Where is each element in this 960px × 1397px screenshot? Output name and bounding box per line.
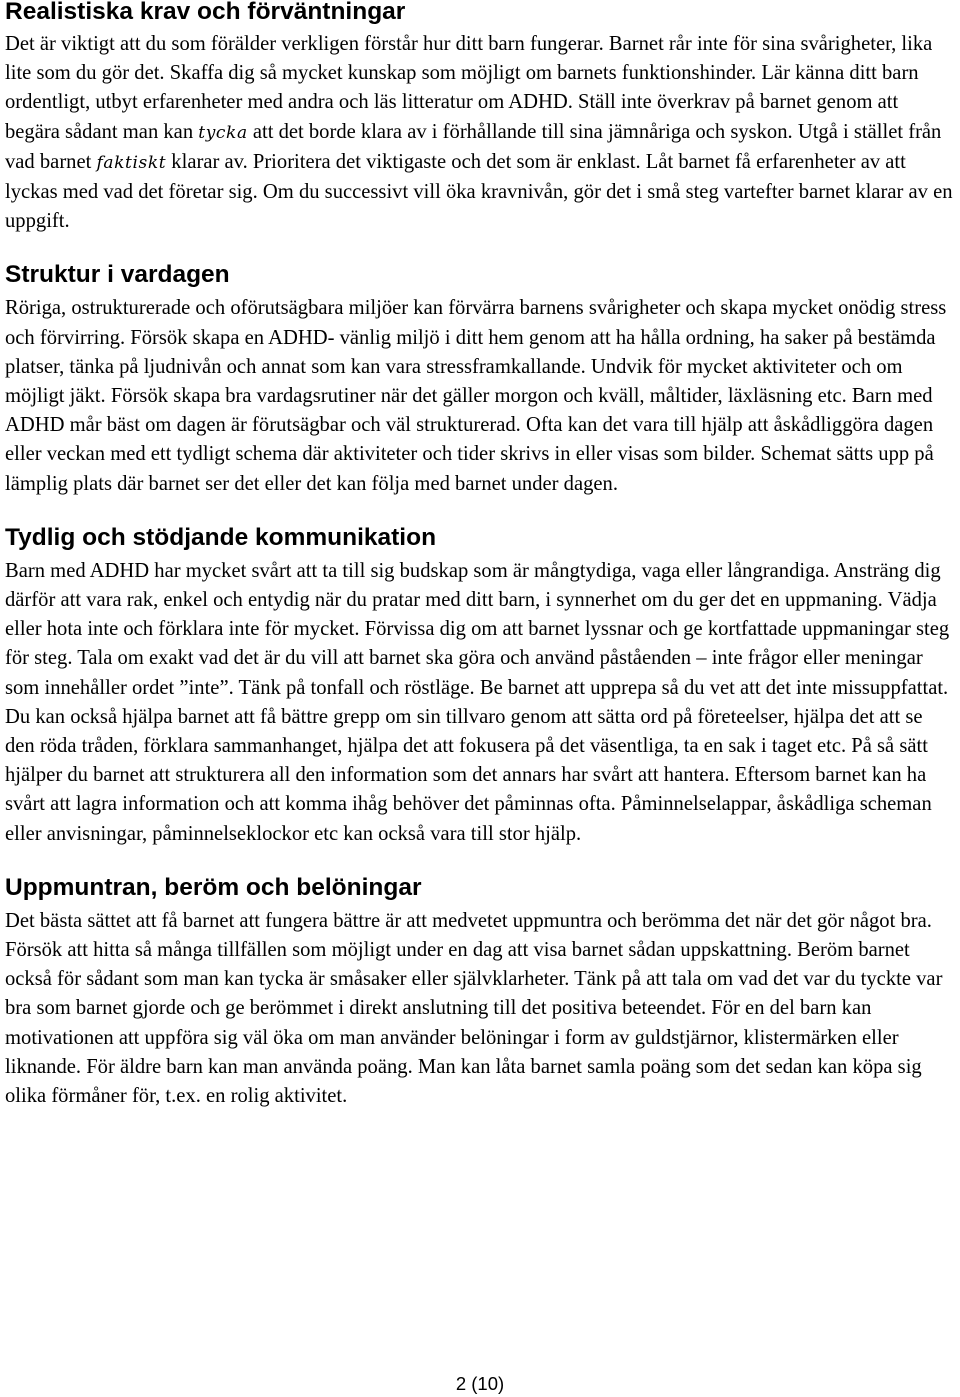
- document-page: [5, 0, 957, 1111]
- body-text-part: att det borde klara av i förhållande till sina jämnåriga och syskon. Utgå i stället från vad barnet: [5, 120, 942, 173]
- emphasis-faktiskt: faktiskt: [96, 152, 167, 173]
- emphasis-tycka: tycka: [198, 122, 248, 143]
- section-heading-clear-communication: Tydlig och stödjande kommunikation: [5, 523, 437, 551]
- section-body-everyday-structure: Röriga, ostrukturerade och oförutsägbara miljöer kan förvärra barnens svårigheter och skapa mycket onödig stress och förvirring. Försök skapa en ADHD- vänlig miljö i ditt hem genom att ha hålla ordning, ha saker på bestämda platser, tänka på ljudnivån och annat som kan vara stressframkallande. Undvik för mycket aktiviteter och om möjligt jäkt. Försök skapa bra vardagsrutiner när det gäller morgon och kväll, måltider, läxläsning etc. Barn med ADHD mår bäst om dagen är förutsägbar och väl strukturerad. Ofta kan det vara till hjälp att åskådliggöra dagen eller veckan med ett tydligt schema där aktiviteter och tider skrivs in eller visas som bilder. Schemat sätts upp på lämplig plats där barnet ser det eller det kan följa med barnet under dagen.: [5, 297, 947, 495]
- body-text-part: Det är viktigt att du som förälder verkligen förstår hur ditt barn fungerar. Barnet rår inte för sina svårigheter, lika lite som du gör det. Skaffa dig så mycket kunskap som möjligt om barnets funktionshinder. Lär känna ditt barn ordentligt, utbyt erfarenheter med andra och läs litteratur om ADHD. Ställ inte överkrav på barnet genom att begära sådant man kan: [5, 33, 933, 143]
- section-body-realistic-demands: [5, 30, 957, 236]
- section-body-encouragement-rewards: Det bästa sättet att få barnet att fungera bättre är att medvetet uppmuntra och berömma det när det gör något bra. Försök att hitta så många tillfällen som möjligt under en dag att visa barnet sådan uppskattning. Beröm barnet också för sådant som man kan tycka är småsaker eller självklarheter. Tänk på att tala om vad det var du tyckte var bra som barnet gjorde och ge berömmet i direkt anslutning till det positiva beteendet. För en del barn kan motivationen att uppföra sig väl öka om man använder belöningar i form av guldstjärnor, klistermärken eller liknande. För äldre barn kan man använda poäng. Man kan låta barnet samla poäng som det sedan kan köpa sig olika förmåner för, t.ex. en rolig aktivitet.: [5, 909, 943, 1108]
- section-body-clear-communication: Barn med ADHD har mycket svårt att ta till sig budskap som är mångtydiga, vaga eller långrandiga. Ansträng dig därför att vara rak, enkel och entydig när du pratar med ditt barn, i synnerhet om du ger det en uppmaning. Vädja eller hota inte och förklara inte för mycket. Förvissa dig om att barnet lyssnar och ge kortfattade uppmaningar steg för steg. Tala om exakt vad det är du vill att barnet ska göra och använd påståenden – inte frågor eller meningar som innehåller ordet ”inte”. Tänk på tonfall och röstläge. Be barnet att upprepa så du vet att det inte missuppfattat. Du kan också hjälpa barnet att få bättre grepp om sin tillvaro genom att sätta ord på företeelser, hjälpa det att se den röda tråden, förklara sammanhanget, hjälpa det att fokusera på det väsentliga, ta en sak i taget etc. På så sätt hjälper du barnet att strukturera all den information som det annars har svårt att hantera. Eftersom barnet kan ha svårt att lagra information och att komma ihåg behöver det påminnas ofta. Påminnelselappar, åskådliga scheman eller anvisningar, påminnelseklockor etc kan också vara till stor hjälp.: [5, 559, 950, 845]
- section-heading-realistic-demands: Realistiska krav och förväntningar: [5, 0, 406, 25]
- page-number: 2 (10): [455, 1373, 505, 1394]
- section-heading-encouragement-rewards: Uppmuntran, beröm och belöningar: [5, 873, 422, 901]
- section-heading-everyday-structure: Struktur i vardagen: [5, 261, 230, 289]
- body-text-part: klarar av. Prioritera det viktigaste och det som är enklast. Låt barnet få erfarenheter av att lyckas med vad det företar sig. Om du successivt vill öka kravnivån, gör det i små steg vartefter barnet klarar av en uppgift.: [5, 150, 953, 233]
